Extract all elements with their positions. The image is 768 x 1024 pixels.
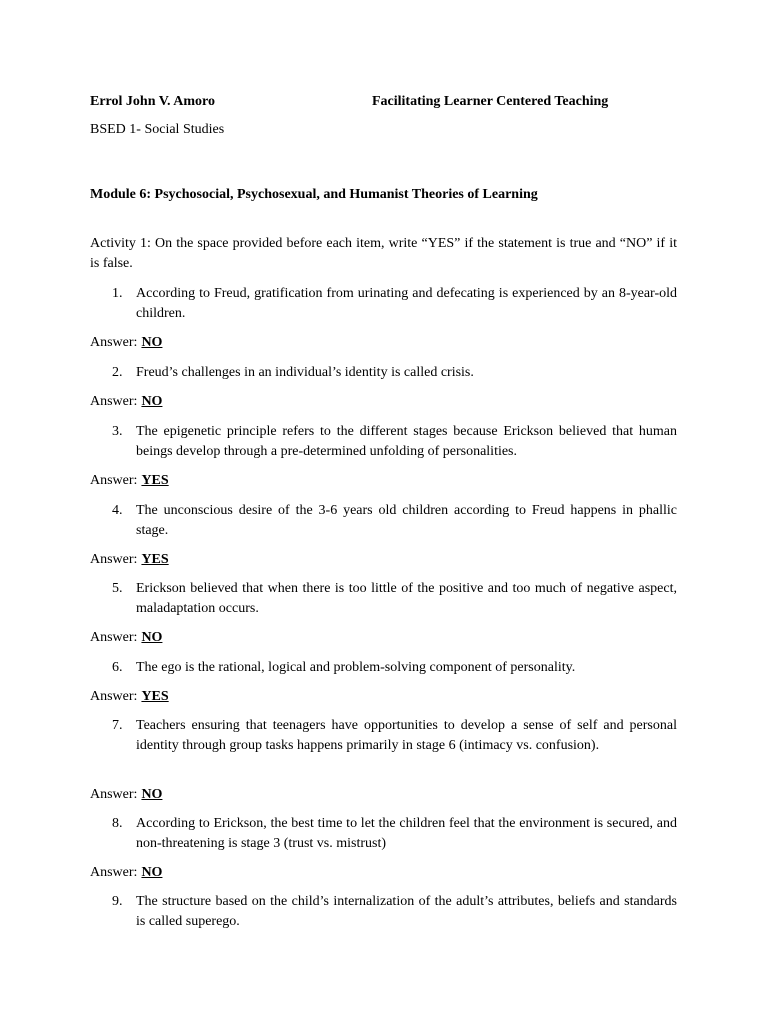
question-item bbox=[112, 422, 677, 462]
answer-label: Answer: bbox=[90, 335, 138, 350]
question-number: 2. bbox=[112, 365, 123, 380]
question-item bbox=[112, 814, 677, 854]
answer-value: NO bbox=[141, 335, 163, 350]
question-item bbox=[112, 716, 677, 756]
question-item bbox=[112, 892, 677, 932]
question-number: 6. bbox=[112, 660, 123, 675]
answer-label: Answer: bbox=[90, 865, 138, 880]
answer-line bbox=[90, 628, 162, 648]
question-item bbox=[112, 501, 677, 541]
answer-value: NO bbox=[141, 787, 163, 802]
answer-line bbox=[90, 863, 162, 883]
question-item bbox=[112, 284, 677, 324]
question-text: Teachers ensuring that teenagers have opportunities to develop a sense of self and personal identity through group tasks happens primarily in stage 6 (intimacy vs. confusion). bbox=[136, 718, 677, 753]
question-number: 8. bbox=[112, 816, 123, 831]
course-title: Facilitating Learner Centered Teaching bbox=[372, 94, 609, 109]
answer-label: Answer: bbox=[90, 552, 138, 567]
answer-value: NO bbox=[141, 865, 163, 880]
answer-line bbox=[90, 333, 162, 353]
author-name: Errol John V. Amoro bbox=[90, 94, 215, 109]
answer-line bbox=[90, 550, 169, 570]
answer-line bbox=[90, 471, 169, 491]
question-text: The structure based on the child’s internalization of the adult’s attributes, beliefs and standards is called superego. bbox=[136, 894, 677, 929]
question-number: 1. bbox=[112, 286, 123, 301]
answer-label: Answer: bbox=[90, 689, 138, 704]
question-text: Freud’s challenges in an individual’s identity is called crisis. bbox=[136, 365, 474, 380]
question-number: 9. bbox=[112, 894, 123, 909]
question-number: 4. bbox=[112, 503, 123, 518]
question-item bbox=[112, 579, 677, 619]
activity-instructions: Activity 1: On the space provided before each item, write “YES” if the statement is true and “NO” if it is false. bbox=[90, 236, 677, 271]
answer-value: NO bbox=[141, 394, 163, 409]
answer-label: Answer: bbox=[90, 787, 138, 802]
answer-label: Answer: bbox=[90, 473, 138, 488]
question-text: According to Freud, gratification from urinating and defecating is experienced by an 8-year-old children. bbox=[136, 286, 677, 321]
answer-line bbox=[90, 392, 162, 412]
answer-label: Answer: bbox=[90, 394, 138, 409]
module-title: Module 6: Psychosocial, Psychosexual, and Humanist Theories of Learning bbox=[90, 187, 538, 202]
answer-line bbox=[90, 785, 162, 805]
question-text: The ego is the rational, logical and problem-solving component of personality. bbox=[136, 660, 576, 675]
question-item bbox=[112, 363, 677, 383]
question-text: Erickson believed that when there is too little of the positive and too much of negative aspect, maladaptation occurs. bbox=[136, 581, 677, 616]
answer-value: YES bbox=[141, 689, 169, 704]
question-number: 7. bbox=[112, 718, 123, 733]
question-number: 3. bbox=[112, 424, 123, 439]
program-label: BSED 1- Social Studies bbox=[90, 122, 225, 137]
answer-value: YES bbox=[141, 473, 169, 488]
answer-value: YES bbox=[141, 552, 169, 567]
answer-label: Answer: bbox=[90, 630, 138, 645]
question-text: The unconscious desire of the 3-6 years old children according to Freud happens in phallic stage. bbox=[136, 503, 677, 538]
answer-value: NO bbox=[141, 630, 163, 645]
answer-line bbox=[90, 687, 169, 707]
question-text: The epigenetic principle refers to the different stages because Erickson believed that human beings develop through a pre-determined unfolding of personalities. bbox=[136, 424, 677, 459]
question-text: According to Erickson, the best time to let the children feel that the environment is secured, and non-threatening is stage 3 (trust vs. mistrust) bbox=[136, 816, 677, 851]
question-item bbox=[112, 658, 677, 678]
question-number: 5. bbox=[112, 581, 123, 596]
